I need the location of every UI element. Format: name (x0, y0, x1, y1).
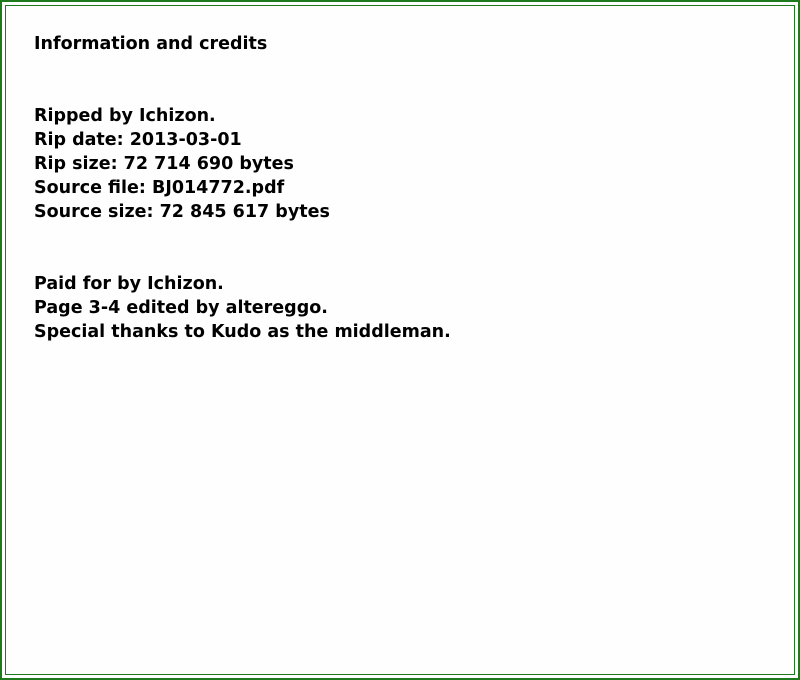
source-file-line: Source file: BJ014772.pdf (34, 178, 285, 198)
thanks-line: Special thanks to Kudo as the middleman. (34, 322, 451, 342)
paid-by-line: Paid for by Ichizon. (34, 274, 224, 294)
rip-date-line: Rip date: 2013-03-01 (34, 130, 242, 150)
credits-block (34, 272, 451, 344)
source-size-line: Source size: 72 845 617 bytes (34, 202, 330, 222)
rip-info-block (34, 104, 451, 224)
ripper-line: Ripped by Ichizon. (34, 106, 216, 126)
credits-document (34, 32, 451, 344)
rip-size-line: Rip size: 72 714 690 bytes (34, 154, 294, 174)
editor-line: Page 3-4 edited by altereggo. (34, 298, 328, 318)
page-title: Information and credits (34, 34, 268, 54)
